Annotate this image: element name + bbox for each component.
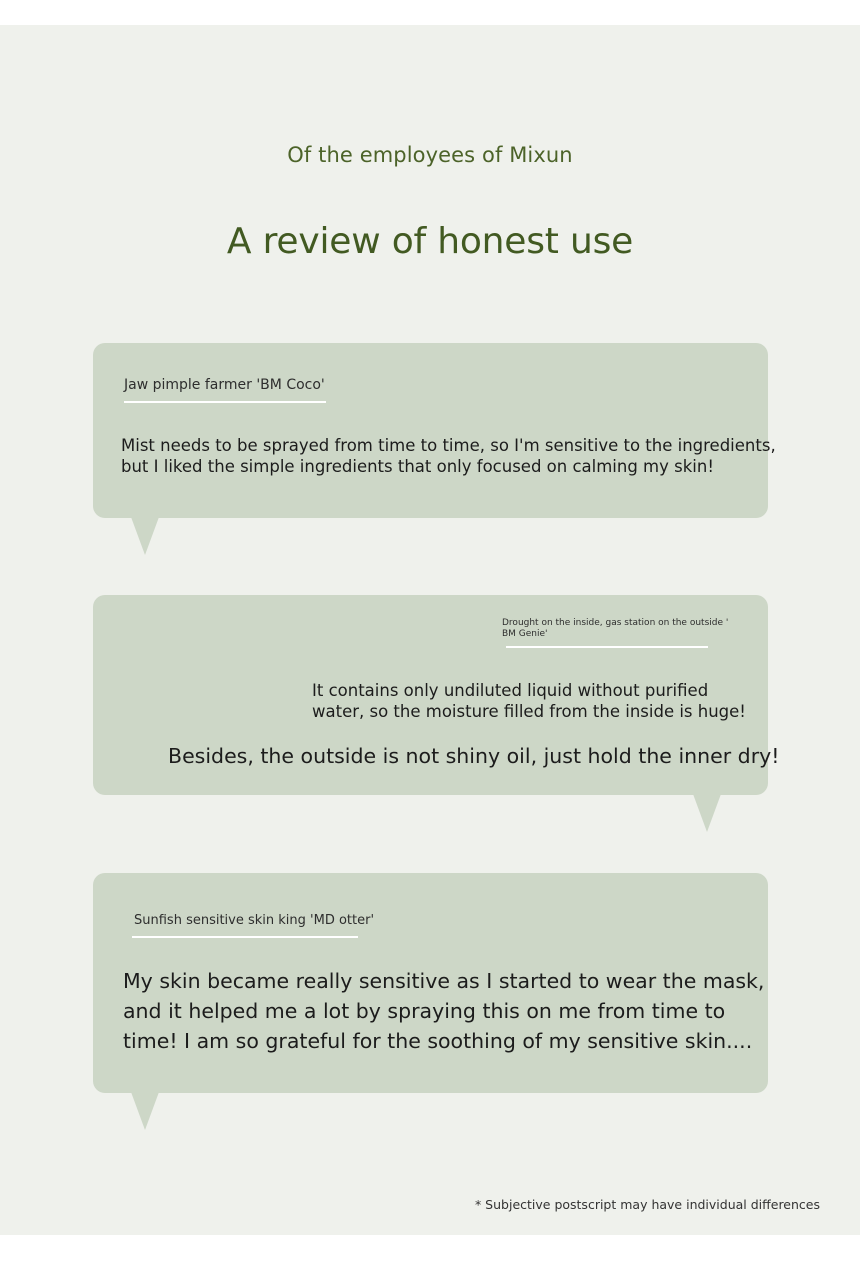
reviewer-name-1: Jaw pimple farmer 'BM Coco' <box>124 377 325 393</box>
review-text-2-line-1: It contains only undiluted liquid without purified <box>312 681 709 700</box>
review-text-1-line-1: Mist needs to be sprayed from time to time, so I'm sensitive to the ingredients, <box>121 436 776 455</box>
review-text-2 <box>312 680 746 722</box>
review-bubble-2 <box>93 595 780 795</box>
review-text-2-line-2: water, so the moisture filled from the inside is huge! <box>312 702 746 721</box>
reviewer-name-3: Sunfish sensitive skin king 'MD otter' <box>134 913 375 928</box>
page-subtitle: Of the employees of Mixun <box>287 143 573 167</box>
review-text-3-line-3: time! I am so grateful for the soothing of my sensitive skin.... <box>123 1029 753 1053</box>
name-underline-1 <box>124 401 326 403</box>
footnote: * Subjective postscript may have individual differences <box>474 1197 820 1212</box>
reviewer-name-2-line-2: BM Genie' <box>502 629 548 639</box>
review-text-3-line-1: My skin became really sensitive as I started to wear the mask, <box>123 969 765 993</box>
review-text-1-line-2: but I liked the simple ingredients that only focused on calming my skin! <box>121 457 714 476</box>
name-underline-3 <box>132 936 358 938</box>
speech-tail-2 <box>693 794 721 832</box>
review-text-3 <box>123 966 764 1056</box>
speech-tail-3 <box>131 1092 159 1130</box>
review-text-3-line-2: and it helped me a lot by spraying this on me from time to <box>123 999 726 1023</box>
page-title: A review of honest use <box>226 221 634 262</box>
review-emphasis-2: Besides, the outside is not shiny oil, just hold the inner dry! <box>168 744 780 768</box>
review-bubble-1 <box>93 343 776 518</box>
review-bubble-3 <box>93 873 768 1093</box>
name-underline-2 <box>506 646 708 648</box>
reviewer-name-2-line-1: Drought on the inside, gas station on the outside ' <box>502 618 729 628</box>
reviewer-name-2 <box>502 618 728 640</box>
speech-tail-1 <box>131 517 159 555</box>
review-text-1 <box>121 435 776 477</box>
